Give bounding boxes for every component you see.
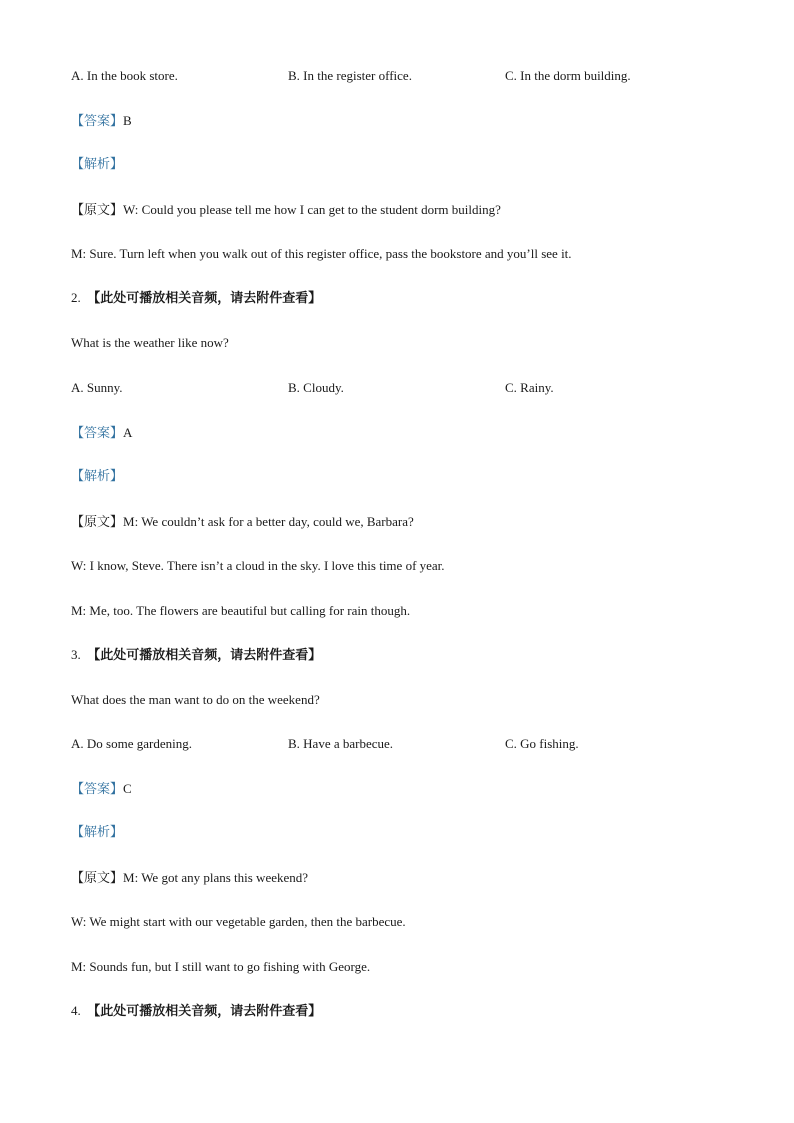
q3-option-c: C. Go fishing.: [505, 736, 579, 751]
q1-answer-value: B: [123, 113, 132, 128]
q3-transcript-line-3: M: Sounds fun, but I still want to go fishing with George.: [71, 959, 371, 974]
q3-analysis-tag: 【解析】: [71, 825, 124, 840]
q1-answer-tag: 【答案】: [71, 114, 124, 129]
q3-option-a: A. Do some gardening.: [71, 736, 192, 751]
q3-option-b: B. Have a barbecue.: [288, 736, 394, 751]
q3-question: What does the man want to do on the weekend?: [71, 692, 320, 707]
q2-answer-value: A: [123, 425, 133, 440]
q3-answer-value: C: [123, 781, 132, 796]
q2-option-b: B. Cloudy.: [288, 380, 344, 395]
q1-transcript-line-1: [71, 202, 501, 219]
q1-transcript-line-2: M: Sure. Turn left when you walk out of this register office, pass the bookstore and you’ll see it.: [71, 246, 572, 261]
q2-question: What is the weather like now?: [71, 335, 229, 350]
q2-answer: [71, 425, 132, 442]
q1-option-c: C. In the dorm building.: [505, 68, 631, 83]
q3-number: 3.: [71, 647, 81, 662]
q4-audio-note: 【此处可播放相关音频，请去附件查看】: [87, 1004, 322, 1019]
q1-option-a: A. In the book store.: [71, 68, 178, 83]
q1-line-1-text: W: Could you please tell me how I can get to the student dorm building?: [123, 202, 501, 217]
q2-analysis-tag: 【解析】: [71, 469, 124, 484]
q3-transcript-line-2: W: We might start with our vegetable garden, then the barbecue.: [71, 914, 406, 929]
q3-audio-note: 【此处可播放相关音频，请去附件查看】: [87, 648, 322, 663]
q2-line-1-text: M: We couldn’t ask for a better day, could we, Barbara?: [123, 514, 414, 529]
q2-transcript-line-3: M: Me, too. The flowers are beautiful but calling for rain though.: [71, 603, 411, 618]
q2-number: 2.: [71, 290, 81, 305]
q1-answer: [71, 113, 132, 130]
q3-text-tag: 【原文】: [71, 871, 124, 886]
q3-options: [71, 736, 751, 752]
q3-line-1-text: M: We got any plans this weekend?: [123, 870, 309, 885]
q2-text-tag: 【原文】: [71, 515, 124, 530]
q2-transcript-line-1: [71, 514, 414, 531]
q4-header: [71, 1003, 321, 1020]
q2-header: [71, 290, 321, 307]
q2-option-a: A. Sunny.: [71, 380, 123, 395]
q3-answer: [71, 781, 132, 798]
q3-header: [71, 647, 321, 664]
q1-option-b: B. In the register office.: [288, 68, 412, 83]
q2-audio-note: 【此处可播放相关音频，请去附件查看】: [87, 291, 322, 306]
q3-transcript-line-1: [71, 870, 308, 887]
q3-answer-tag: 【答案】: [71, 782, 124, 797]
q1-text-tag: 【原文】: [71, 203, 124, 218]
q2-options: [71, 380, 751, 396]
q1-analysis-tag: 【解析】: [71, 157, 124, 172]
q1-options: [71, 68, 751, 84]
q2-answer-tag: 【答案】: [71, 426, 124, 441]
q2-option-c: C. Rainy.: [505, 380, 554, 395]
q4-number: 4.: [71, 1003, 81, 1018]
q2-transcript-line-2: W: I know, Steve. There isn’t a cloud in the sky. I love this time of year.: [71, 558, 445, 573]
